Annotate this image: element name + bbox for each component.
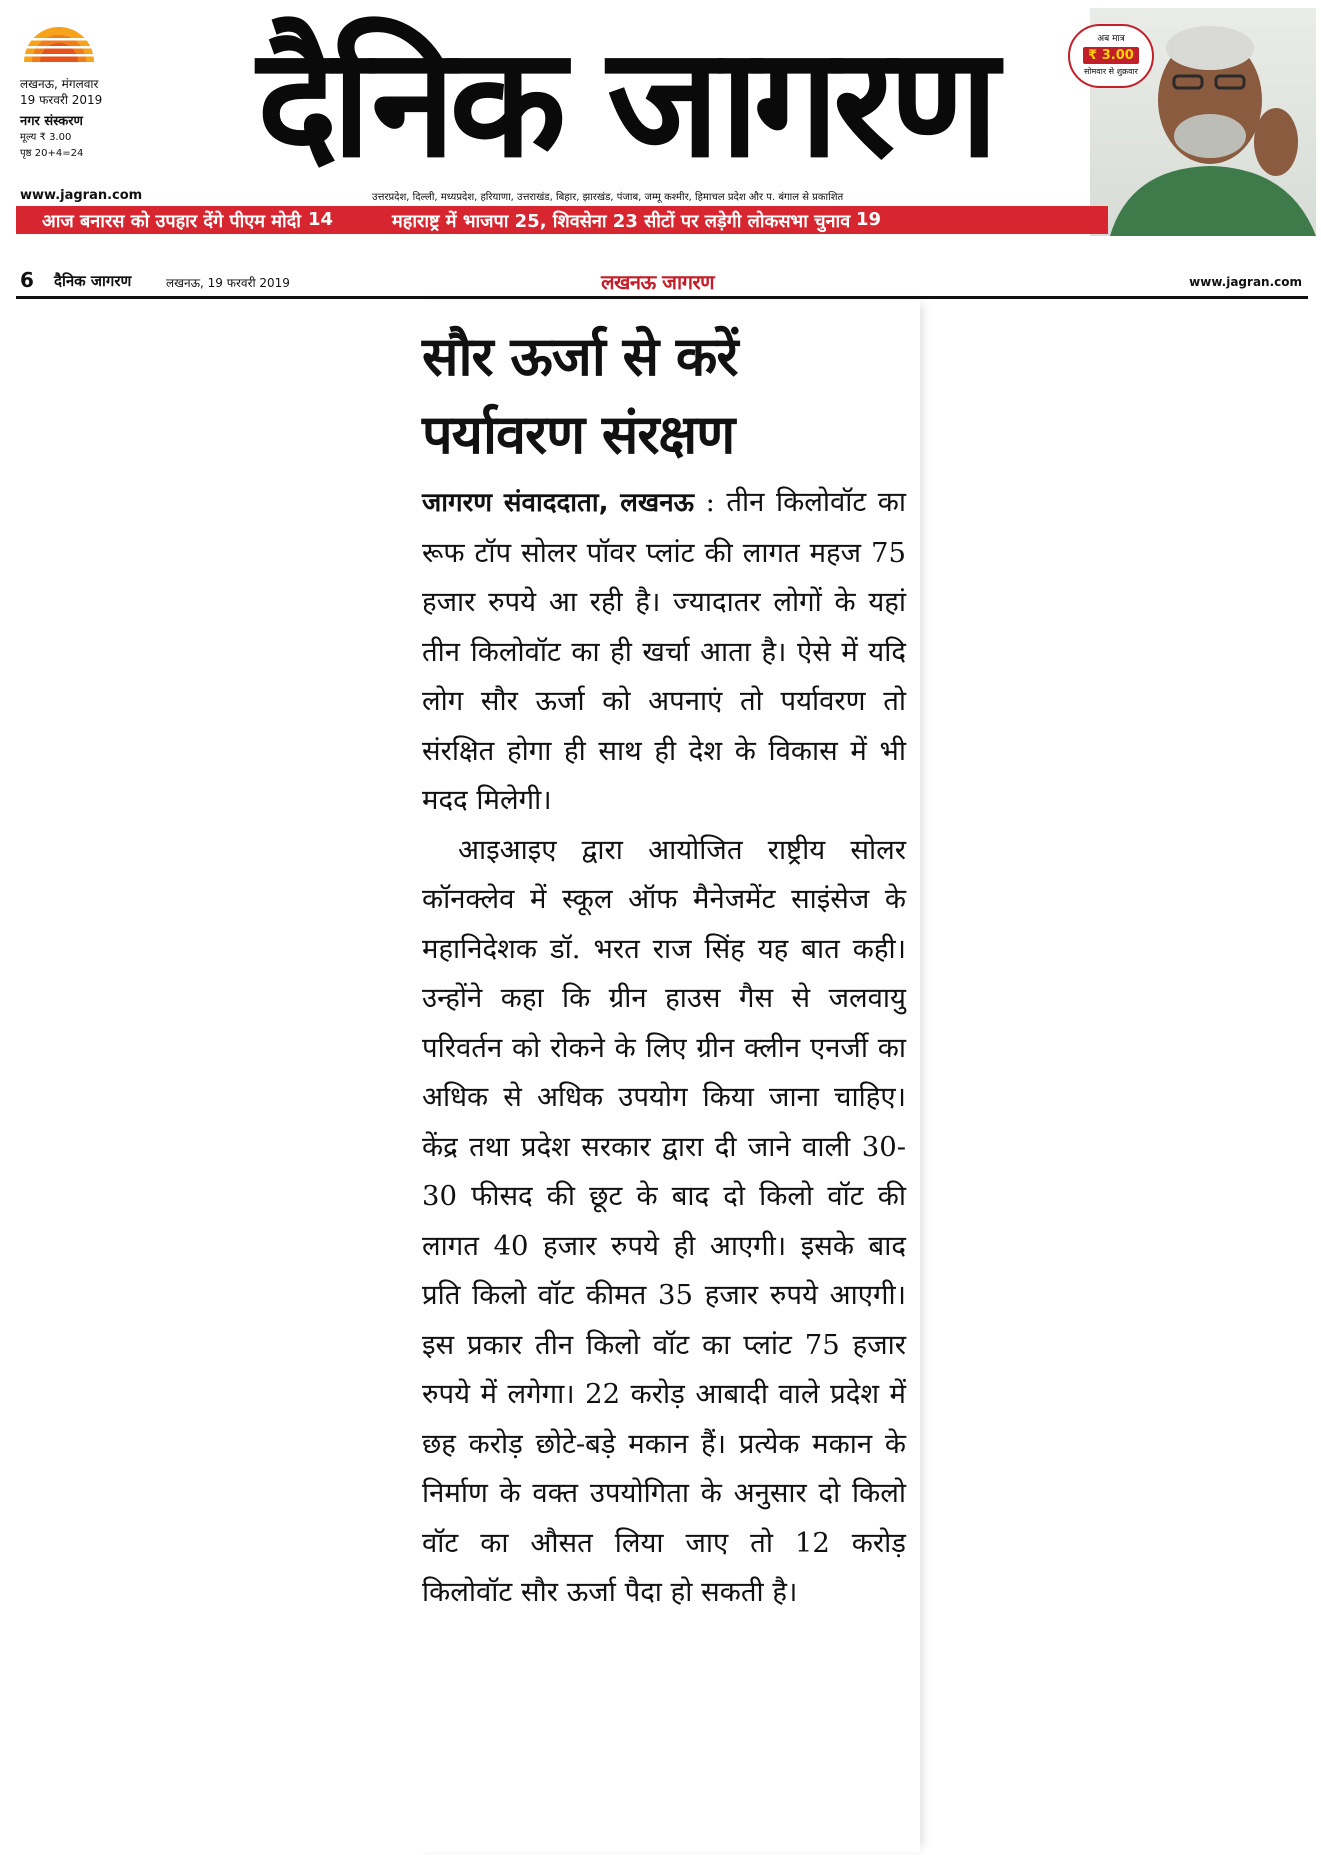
rising-sun-logo bbox=[18, 18, 100, 64]
page-folio bbox=[16, 268, 1308, 298]
lead-paragraph bbox=[422, 478, 906, 826]
price-badge-amount: ₹ 3.00 bbox=[1083, 47, 1139, 64]
edition-name: नगर संस्करण bbox=[20, 114, 83, 129]
byline: जागरण संवाददाता, लखनऊ bbox=[422, 488, 695, 518]
price-badge-label: अब मात्र bbox=[1097, 34, 1125, 44]
masthead bbox=[0, 0, 1321, 240]
folio-url[interactable]: www.jagran.com bbox=[1189, 275, 1302, 289]
page-count: पृष्ठ 20+4=24 bbox=[20, 148, 84, 159]
page-number: 6 bbox=[20, 268, 34, 292]
article-headline bbox=[422, 318, 902, 474]
folio-date: लखनऊ, 19 फरवरी 2019 bbox=[166, 276, 290, 290]
teaser-2-page: 19 bbox=[856, 209, 882, 230]
newspaper-nameplate: दैनिक जागरण bbox=[257, 14, 993, 191]
issue-date: 19 फरवरी 2019 bbox=[20, 93, 103, 107]
edition-info bbox=[20, 76, 102, 162]
section-title: लखनऊ जागरण bbox=[601, 270, 715, 294]
article-body bbox=[422, 478, 906, 1618]
lead-text: : तीन किलोवॉट का रूफ टॉप सोलर पॉवर प्लांट की लागत महज 75 हजार रुपये आ रही है। ज्यादातर लोगों के यहां तीन किलोवॉट का ही खर्चा आता है। ऐसे में यदि लोग सौर ऊर्जा को अपनाएं तो पर्यावरण तो संरक्षित होगा ही साथ ही देश के विकास में भी मदद मिलेगी। bbox=[422, 486, 906, 816]
teaser-strip bbox=[16, 206, 1108, 234]
headline-line-1: सौर ऊर्जा से करें bbox=[422, 325, 738, 388]
folio-paper-name: दैनिक जागरण bbox=[54, 272, 132, 290]
city-day: लखनऊ, मंगलवार bbox=[20, 77, 99, 91]
published-states: उत्तरप्रदेश, दिल्ली, मध्यप्रदेश, हरियाणा, उत्तराखंड, बिहार, झारखंड, पंजाब, जम्मू कश्मीर, हिमाचल प्रदेश और प. बंगाल से प्रकाशित bbox=[372, 192, 844, 203]
folio-rule bbox=[16, 296, 1308, 299]
price-badge bbox=[1068, 24, 1154, 88]
cover-price: मूल्य ₹ 3.00 bbox=[20, 132, 72, 143]
teaser-1-text[interactable]: आज बनारस को उपहार देंगे पीएम मोदी bbox=[42, 211, 301, 232]
site-url[interactable]: www.jagran.com bbox=[20, 188, 143, 203]
teaser-2-text[interactable]: महाराष्ट्र में भाजपा 25, शिवसेना 23 सीटों पर लड़ेगी लोकसभा चुनाव bbox=[392, 211, 851, 232]
teaser-1-page: 14 bbox=[308, 209, 334, 230]
body-paragraph: आइआइए द्वारा आयोजित राष्ट्रीय सोलर कॉनक्लेव में स्कूल ऑफ मैनेजमेंट साइंसेज के महानिदेशक डॉ. भरत राज सिंह यह बात कही। उन्होंने कहा कि ग्रीन हाउस गैस से जलवायु परिवर्तन को रोकने के लिए ग्रीन क्लीन एनर्जी का अधिक से अधिक उपयोग किया जाना चाहिए। केंद्र तथा प्रदेश सरकार द्वारा दी जाने वाली 30-30 फीसद की छूट के बाद दो किलो वॉट की लागत 40 हजार रुपये ही आएगी। इसके बाद प्रति किलो वॉट कीमत 35 हजार रुपये आएगी। इस प्रकार तीन किलो वॉट का प्लांट 75 हजार रुपये में लगेगा। 22 करोड़ आबादी वाले प्रदेश में छह करोड़ छोटे-बड़े मकान हैं। प्रत्येक मकान के निर्माण के वक्त उपयोगिता के अनुसार दो किलो वॉट का औसत लिया जाए तो 12 करोड़ किलोवॉट सौर ऊर्जा पैदा हो सकती है। bbox=[422, 833, 906, 1608]
headline-line-2: पर्यावरण संरक्षण bbox=[422, 403, 735, 466]
price-badge-days: सोमवार से शुक्रवार bbox=[1084, 67, 1138, 76]
